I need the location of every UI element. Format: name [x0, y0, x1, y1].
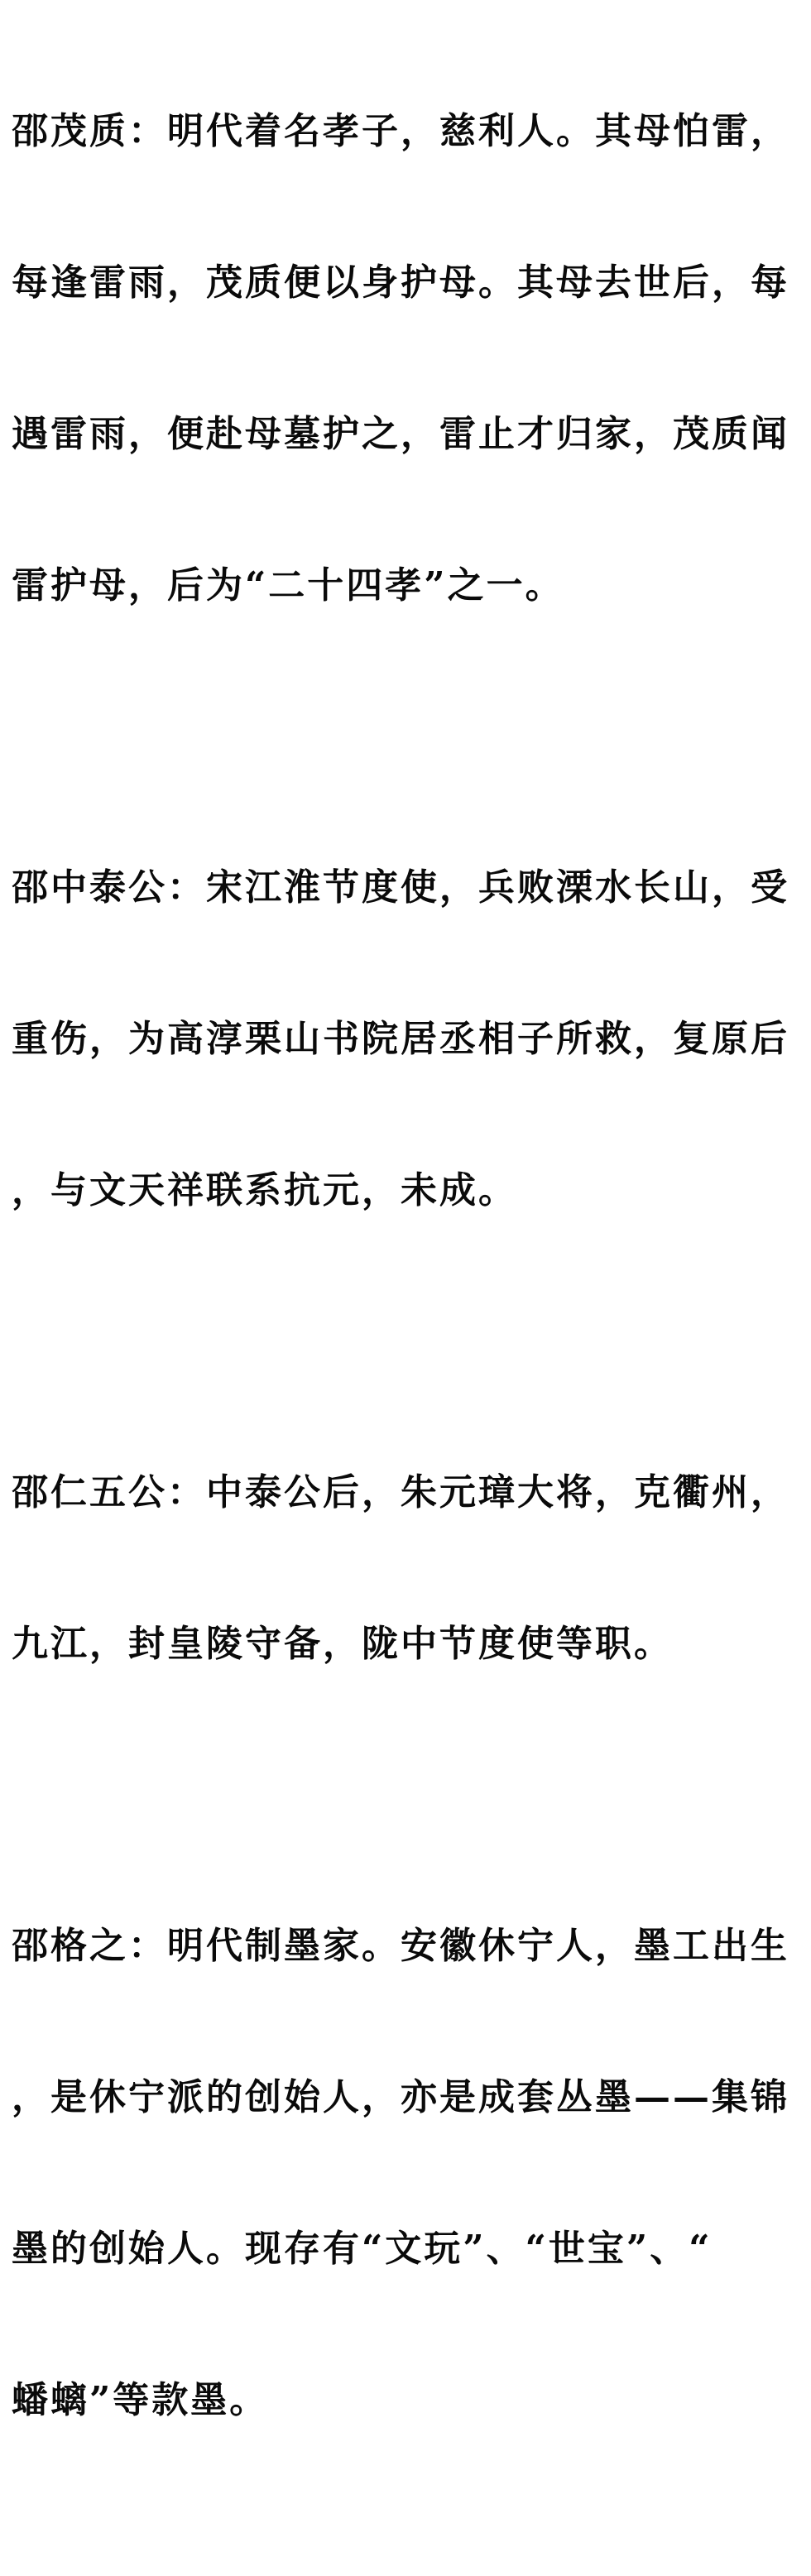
text-line: 邵仁五公：中泰公后，朱元璋大将，克衢州，	[12, 1471, 789, 1513]
text-line: ，与文天祥联系抗元，未成。	[12, 1169, 517, 1211]
text-line: 每逢雷雨，茂质便以身护母。其母去世后，每	[12, 261, 789, 304]
paragraph-shao-zhongtai	[12, 761, 798, 1317]
text-line: ，是休宁派的创始人，亦是成套丛墨——集锦	[12, 2076, 789, 2118]
text-line: 遇雷雨，便赴母墓护之，雷止才归家，茂质闻	[12, 413, 789, 455]
text-line: 邵中泰公：宋江淮节度使，兵败溧水长山，受	[12, 866, 789, 909]
paragraph-shao-renwu	[12, 1366, 798, 1770]
text-line: 墨的创始人。现存有“文玩”、“世宝”、“	[12, 2228, 713, 2270]
text-line: 雷护母，后为“二十四孝”之一。	[12, 564, 564, 607]
text-line: 邵茂质：明代着名孝子，慈利人。其母怕雷，	[12, 110, 789, 152]
text-line: 九江，封皇陵守备，陇中节度使等职。	[12, 1623, 673, 1665]
paragraph-shao-gezhi	[12, 1820, 798, 2526]
paragraph-shao-maozhi	[12, 5, 798, 712]
text-line: 重伤，为高淳栗山书院居丞相子所救，复原后	[12, 1018, 789, 1060]
document-body	[12, 5, 798, 2576]
text-line: 邵格之：明代制墨家。安徽休宁人，墨工出生	[12, 1925, 789, 1967]
text-line: 蟠螭”等款墨。	[12, 2379, 269, 2421]
